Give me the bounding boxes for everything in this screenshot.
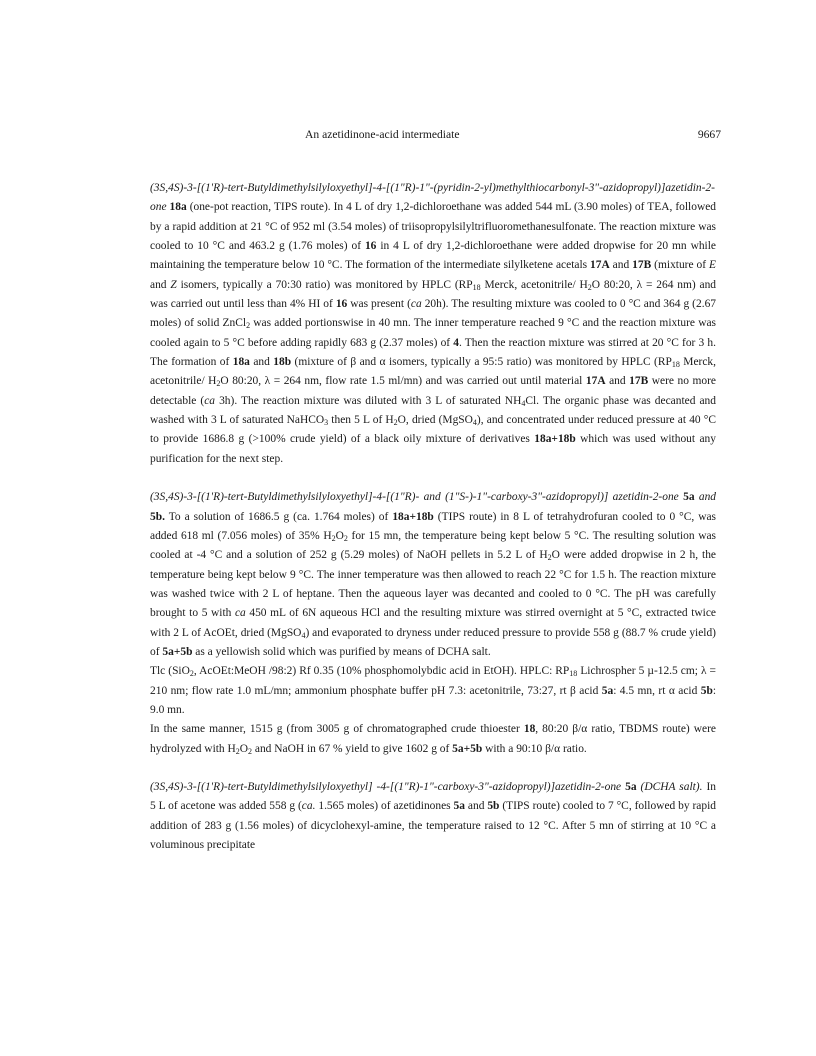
text-run: and NaOH in 67 % yield to give 1602 g of xyxy=(252,742,453,755)
text-run: and xyxy=(605,375,630,388)
compound-ref: 18 xyxy=(523,723,536,736)
paragraph-gap xyxy=(150,759,716,778)
text-run: To a solution of 1686.5 g (ca. 1.764 moles) of xyxy=(164,510,393,523)
subscript: 2 xyxy=(248,746,253,756)
compound-ref: 5a xyxy=(601,684,614,697)
paragraph-tbdms-route xyxy=(150,720,716,759)
text-run: and xyxy=(609,259,633,272)
subscript: 2 xyxy=(587,282,592,292)
italic-text: Z xyxy=(170,278,177,291)
text-run: Cl. The organic phase was decanted and washed with 3 L of saturated NaHCO xyxy=(150,394,716,427)
subscript: 4 xyxy=(301,630,306,640)
text-run: Tlc (SiO xyxy=(150,665,190,678)
compound-ref: 5b. xyxy=(150,510,165,523)
compound-ref: 5a+5b xyxy=(162,645,193,658)
compound-ref: 17A xyxy=(590,259,610,272)
italic-text: ca xyxy=(204,394,216,407)
compound-ref: 17B xyxy=(629,375,649,388)
subscript: 18 xyxy=(569,669,578,679)
compound-ref: 5a xyxy=(683,491,695,504)
paragraph-compound-18a xyxy=(150,179,716,469)
italic-text: ca xyxy=(234,607,246,620)
body-text xyxy=(150,179,716,855)
text-run: in 4 L of dry 1,2-dichloroethane were added dropwise for 20 mn while maintaining the temperature below 10 °C. The formation of the intermediate silylketene acetals xyxy=(150,240,716,272)
text-run: 20h). The resulting mixture was cooled to 0 °C and 364 g (2.67 moles) of solid ZnCl xyxy=(150,298,717,330)
text-run: (one-pot reaction, TIPS route). In 4 L of dry 1,2-dichloroethane was added 544 mL (3.90 moles) of TEA, followed by a rapid addition at 21 °C of 952 ml (3.54 moles) of triisopropylsilyltrifluoromethanesulfonate. The reaction mixture was cooled to 10 °C and 463.2 g (1.76 moles) of xyxy=(150,201,717,253)
italic-text: ca. xyxy=(301,800,316,813)
paragraph-dcha-salt xyxy=(150,778,716,855)
text-run: ) and evaporated to dryness under reduced pressure to provide 558 g (88.7 % crude yield) of xyxy=(150,626,716,658)
text-run: In the same manner, 1515 g (from 3005 g of chromatographed crude thioester xyxy=(150,723,524,736)
subscript: 4 xyxy=(472,418,477,428)
subscript: 2 xyxy=(331,533,336,543)
paragraph-tlc-hplc xyxy=(150,662,716,720)
text-run: was added portionswise in 40 mn. The inner temperature reached 9 °C and the reaction mixture was cooled again to 5 °C before adding rapidly 683 g (2.37 moles) of xyxy=(150,317,716,349)
text-run: was present ( xyxy=(347,298,411,311)
text-run: : 9.0 mn. xyxy=(150,684,716,716)
text-run: In 5 L of acetone was added 558 g ( xyxy=(150,780,717,813)
compound-ref: 5a xyxy=(625,780,637,793)
text-run: (TIPS route) cooled to 7 °C, followed by rapid addition of 283 g (1.56 moles) of dicyclohexyl-amine, the temperature raised to 12 °C. After 5 mn of stirring at 10 °C a voluminous precipitate xyxy=(150,800,716,851)
subscript: 18 xyxy=(472,282,481,292)
text-run: Merck, acetonitrile/ H xyxy=(150,356,716,388)
text-run: , AcOEt:MeOH /98:2) Rf 0.35 (10% phosphomolybdic acid in EtOH). HPLC: RP xyxy=(193,665,570,678)
compound-ref: 16 xyxy=(364,240,377,253)
compound-ref: 17B xyxy=(632,259,652,272)
subscript: 2 xyxy=(235,746,240,756)
text-run: O xyxy=(239,742,249,755)
text-run: : 4.5 mn, rt α acid xyxy=(613,684,701,697)
text-run: then 5 L of H xyxy=(328,414,394,427)
text-run: as a yellowish solid which was purified by means of DCHA salt. xyxy=(192,645,491,658)
text-run: and xyxy=(249,356,274,369)
compound-ref: 4 xyxy=(453,336,459,349)
italic-text: E xyxy=(709,259,716,272)
compound-ref: 18a xyxy=(169,201,187,214)
text-run: 450 mL of 6N aqueous HCl and the resulting mixture was stirred overnight at 5 °C, extracted twice with 2 L of AcOEt, dried (MgSO xyxy=(150,607,717,639)
compound-ref: 18a+18b xyxy=(534,433,576,446)
subscript: 2 xyxy=(246,321,251,331)
subscript: 4 xyxy=(521,398,526,408)
compound-title: (3S,4S)-3-[(1'R)-tert-Butyldimethylsilyloxyethyl]-4-[(1"R)-1"-(pyridin-2-yl)methylthiocarbonyl-3"-azidopropyl)]azetidin-2-one xyxy=(150,182,715,214)
compound-ref: 18a xyxy=(232,356,250,369)
text-run: Lichrospher 5 µ-12.5 cm; λ = 210 nm; flow rate 1.0 mL/mn; ammonium phosphate buffer pH 7.3: acetonitrile, 73:27, rt β acid xyxy=(150,665,716,697)
text-run: isomers, typically a 70:30 ratio) was monitored by HPLC (RP xyxy=(176,278,473,291)
text-run: 3h). The reaction mixture was diluted with 3 L of saturated NH xyxy=(215,394,522,407)
text-run: O were added dropwise in 2 h, the temperature being kept below 9 °C. The inner temperature was then allowed to reach 22 °C for 1.5 h. The reaction mixture was washed twice with 2 L of heptane. Then the aqueous layer was decanted and cooled to 0 °C. The pH was carefully brought to 5 with xyxy=(150,549,717,620)
subscript: 3 xyxy=(324,418,329,428)
paragraph-gap xyxy=(150,469,716,488)
text-run: (TIPS route) in 8 L of tetrahydrofuran cooled to 0 °C, was added 618 ml (7.056 moles) of 35% H xyxy=(150,510,717,542)
paragraph-compound-5a-5b xyxy=(150,488,716,662)
text-run: Merck, acetonitrile/ H xyxy=(480,278,588,291)
compound-ref: 17A xyxy=(585,375,606,388)
text-run: , 80:20 β/α ratio, TBDMS route) were hydrolyzed with H xyxy=(150,723,716,755)
subscript: 2 xyxy=(393,418,398,428)
text-run: 1.565 moles) of azetidinones xyxy=(315,800,454,813)
compound-ref: 5a xyxy=(453,800,465,813)
italic-text: (DCHA salt). xyxy=(636,780,703,793)
italic-text: ca xyxy=(410,298,422,311)
subscript: 2 xyxy=(189,669,194,679)
compound-title: (3S,4S)-3-[(1'R)-tert-Butyldimethylsilyloxyethyl] -4-[(1"R)-1"-carboxy-3"-azidopropyl)]azetidin-2-one xyxy=(150,780,622,793)
compound-ref: 18b xyxy=(273,356,292,369)
compound-ref: 5a+5b xyxy=(452,742,483,755)
text-run: ), and concentrated under reduced pressure at 40 °C to provide 1686.8 g (>100% crude yield) of a black oily mixture of derivatives xyxy=(150,414,716,446)
compound-ref: 18a+18b xyxy=(392,510,434,523)
text-run: which was used without any purification for the next step. xyxy=(150,433,716,465)
compound-ref: 5b xyxy=(487,800,500,813)
page-number: 9667 xyxy=(697,128,721,141)
compound-ref: 5b xyxy=(700,684,713,697)
text-run: O, dried (MgSO xyxy=(397,414,473,427)
text-run: O xyxy=(335,529,344,542)
compound-ref: 16 xyxy=(335,298,348,311)
italic-text: and xyxy=(694,491,717,504)
text-run: (mixture of β and α isomers, typically a 95:5 ratio) was monitored by HPLC (RP xyxy=(291,356,672,369)
text-run: with a 90:10 β/α ratio. xyxy=(482,742,587,755)
running-title: An azetidinone-acid intermediate xyxy=(305,128,460,141)
text-run: (mixture of xyxy=(651,259,709,272)
text-run: O 80:20, λ = 264 nm, flow rate 1.5 ml/mn) and was carried out until material xyxy=(220,375,586,388)
subscript: 18 xyxy=(671,360,680,370)
text-run: for 15 mn, the temperature being kept below 5 °C. The resulting solution was cooled at -4 °C and a solution of 252 g (5.29 moles) of NaOH pellets in 5.2 L of H xyxy=(150,529,717,562)
text-run: and xyxy=(464,800,488,813)
text-run: O 80:20, λ = 264 nm) and was carried out until less than 4% HI of xyxy=(150,278,717,311)
subscript: 2 xyxy=(343,533,348,543)
compound-title: (3S,4S)-3-[(1'R)-tert-Butyldimethylsilyloxyethyl]-4-[(1"R)- and (1"S-)-1"-carboxy-3"-azidopropyl)] azetidin-2-one xyxy=(150,491,679,504)
subscript: 2 xyxy=(216,379,221,389)
text-run: . Then the reaction mixture was stirred at 20 °C for 3 h. The formation of xyxy=(150,336,716,369)
text-run: and xyxy=(150,278,171,291)
subscript: 2 xyxy=(547,553,552,563)
text-run: were no more detectable ( xyxy=(150,375,716,407)
